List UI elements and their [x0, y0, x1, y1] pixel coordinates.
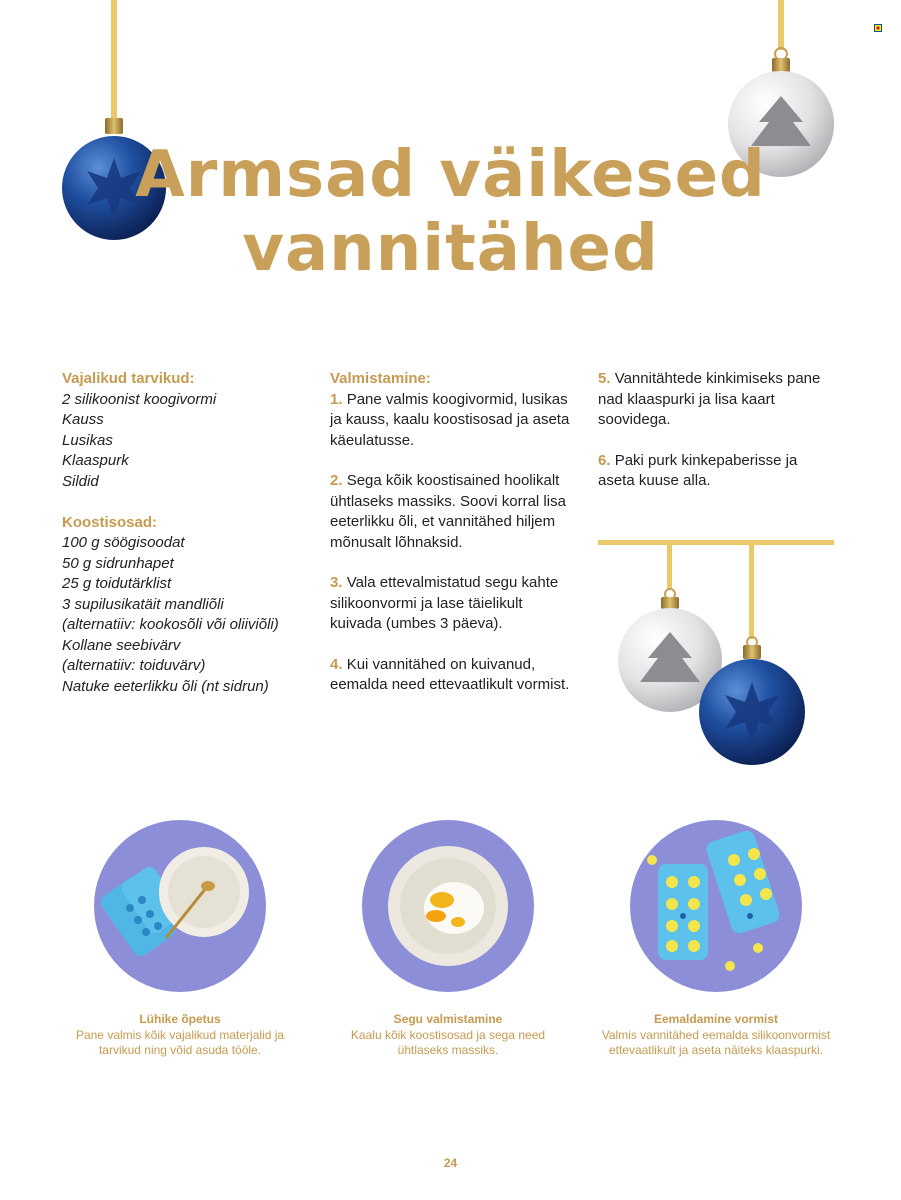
step-1: 1. Pane valmis koogivormid, lusikas ja kauss, kaalu koostisosad ja aseta käeulatusse.	[330, 390, 570, 449]
caption-title: Segu valmistamine	[393, 1012, 503, 1026]
step-3: 3. Vala ettevalmistatud segu kahte silikoonvormi ja lase täielikult kuivada (umbes 3 päeva).	[330, 574, 559, 632]
ingredient-item: 100 g söögisoodat	[62, 534, 185, 551]
ingredient-item: 3 supilusikatäit mandliõli	[62, 595, 224, 613]
ornament-cap	[105, 118, 123, 134]
ornament-string	[778, 0, 784, 50]
photo-bowl-and-molds	[94, 820, 266, 992]
gift-column	[598, 369, 828, 512]
supply-item: Lusikas	[62, 431, 113, 449]
ingredient-item: Kollane seebivärv	[62, 636, 181, 654]
ornament-cap	[661, 597, 679, 609]
photo-mixing-bowl	[362, 820, 534, 992]
ornament-cap	[743, 645, 761, 659]
title-line-1: Armsad väikesed	[135, 138, 766, 212]
photo-caption	[60, 1012, 300, 1059]
caption-text: Kaalu kõik koostisosad ja sega need ühtlaseks massiks.	[350, 1027, 546, 1057]
materials-column	[62, 369, 312, 697]
supplies-heading: Vajalikud tarvikud:	[62, 370, 195, 387]
page-title	[0, 138, 901, 286]
caption-title: Lühike õpetus	[139, 1012, 221, 1026]
ornament-string	[749, 545, 754, 639]
supply-item: 2 silikoonist koogivormi	[62, 390, 217, 408]
supply-item: Klaaspurk	[62, 452, 129, 469]
page-number: 24	[443, 1156, 458, 1170]
supply-item: Kauss	[62, 411, 104, 428]
brand-logo-icon	[874, 24, 882, 32]
ingredient-item: 25 g toidutärklist	[62, 575, 172, 592]
preparation-heading: Valmistamine:	[330, 370, 431, 387]
photo-stars-molds	[630, 820, 802, 992]
ingredient-item: (alternatiiv: toiduvärv)	[62, 657, 206, 674]
supply-item: Sildid	[62, 472, 99, 490]
ingredient-item: (alternatiiv: kookosõli või oliiviõli)	[62, 616, 279, 633]
step-6: 6. Paki purk kinkepaberisse ja aseta kuuse alla.	[598, 451, 798, 489]
step-4: 4. Kui vannitähed on kuivanud, eemalda need ettevaatlikult vormist.	[330, 655, 570, 693]
ornament-string	[667, 545, 672, 590]
photo-caption	[328, 1012, 568, 1059]
preparation-column	[330, 369, 570, 716]
hanging-bar	[598, 540, 834, 545]
ornament-string	[111, 0, 117, 118]
step-5: 5. Vannitähtede kinkimiseks pane nad klaaspurki ja lisa kaart soovidega.	[598, 370, 821, 428]
ingredient-item: 50 g sidrunhapet	[62, 554, 174, 572]
caption-title: Eemaldamine vormist	[653, 1012, 779, 1026]
ingredient-item: Natuke eeterlikku õli (nt sidrun)	[62, 677, 269, 695]
caption-text: Valmis vannitähed eemalda silikoonvormist ettevaatlikult ja aseta näiteks klaaspurki.	[601, 1027, 831, 1057]
step-2: 2. Sega kõik koostisained hoolikalt ühtlaseks massiks. Soovi korral lisa eeterlikku õli, et vannitähed hiljem mõnusalt lõhnaksid.	[330, 472, 566, 551]
ornament-cap	[772, 58, 790, 72]
ingredients-heading: Koostisosad:	[62, 513, 158, 531]
caption-text: Pane valmis kõik vajalikud materjalid ja tarvikud ning võid asuda tööle.	[75, 1027, 285, 1057]
title-line-2: vannitähed	[242, 212, 659, 286]
photo-caption	[596, 1012, 836, 1059]
